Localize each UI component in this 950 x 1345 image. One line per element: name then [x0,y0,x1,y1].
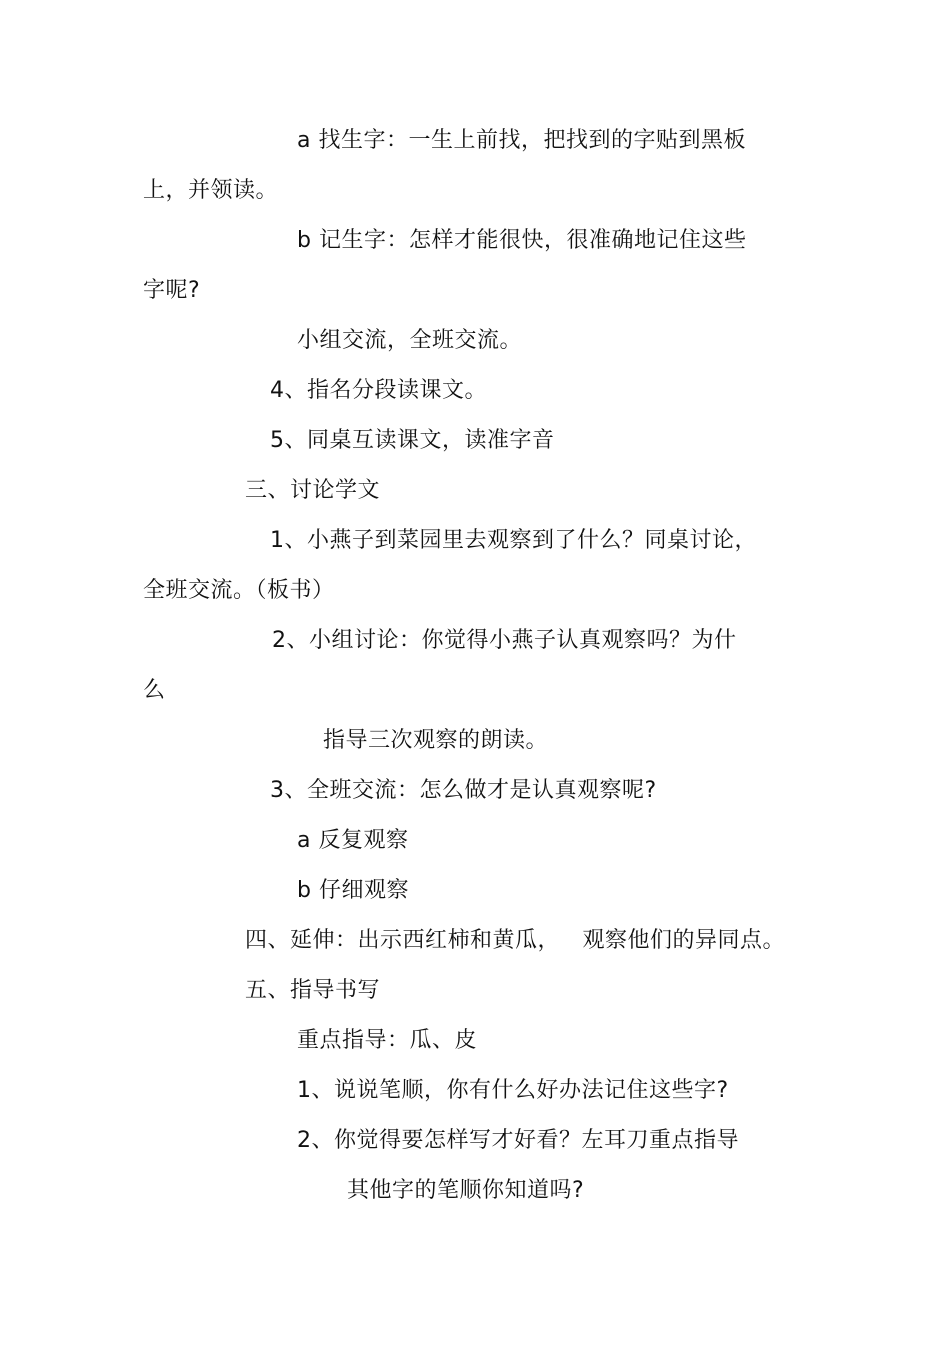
text-line: a 找生字：一生上前找，把找到的字贴到黑板 [297,128,746,153]
text-line: a 反复观察 [297,828,409,853]
section-heading: 四、延伸：出示西红柿和黄瓜， 观察他们的异同点。 [245,928,785,953]
text-line: 么 [143,678,166,703]
text-line: 3、全班交流：怎么做才是认真观察呢? [270,778,657,803]
text-line: 重点指导：瓜、皮 [297,1028,478,1053]
text-line: 1、小燕子到菜园里去观察到了什么？同桌讨论， [270,528,757,553]
text-line: 字呢? [143,278,201,303]
text-line: 全班交流。（板书） [143,578,335,603]
text-line: 1、说说笔顺，你有什么好办法记住这些字? [297,1078,729,1103]
section-heading: 五、指导书写 [245,978,381,1003]
text-line: b 记生字：怎样才能很快，很准确地记住这些 [297,228,747,253]
text-line: 上，并领读。 [143,178,279,203]
text-line: 指导三次观察的朗读。 [323,728,549,753]
section-heading: 三、讨论学文 [245,478,381,503]
text-line: 2、小组讨论：你觉得小燕子认真观察吗？为什 [272,628,737,653]
text-line: 小组交流，全班交流。 [297,328,523,353]
text-line: b 仔细观察 [297,878,409,903]
text-line: 2、你觉得要怎样写才好看？左耳刀重点指导 [297,1128,739,1153]
text-line: 4、指名分段读课文。 [270,378,487,403]
text-line: 其他字的笔顺你知道吗? [347,1178,585,1203]
text-line: 5、同桌互读课文，读准字音 [270,428,555,453]
